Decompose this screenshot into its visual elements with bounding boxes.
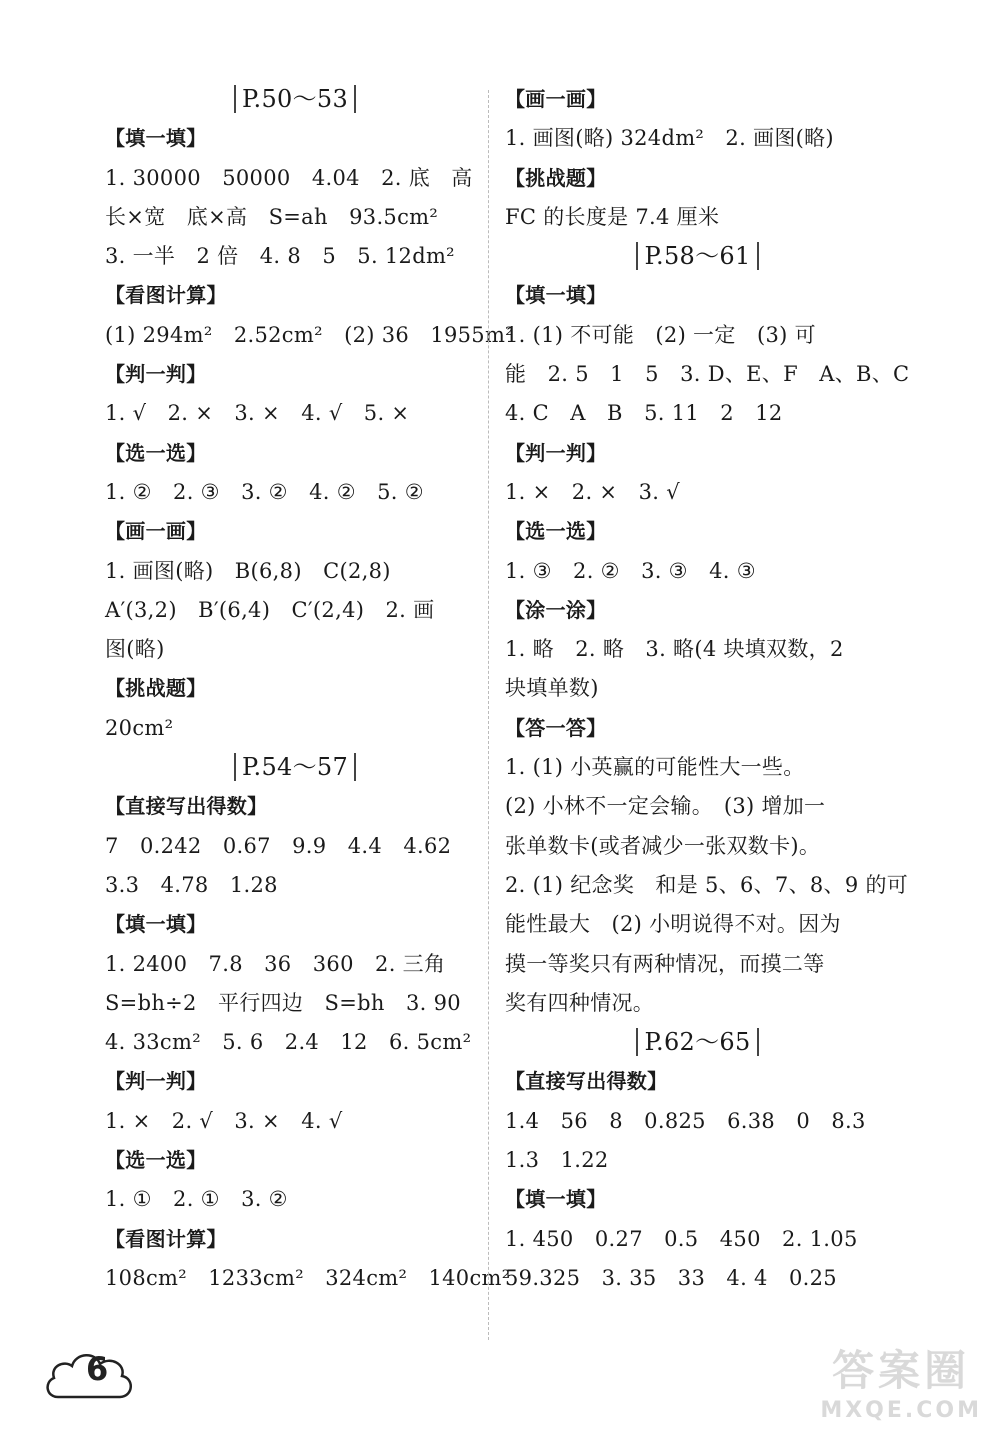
answer-line: 1. ① 2. ① 3. ② — [105, 1187, 288, 1212]
answer-line: 块填单数) — [505, 676, 599, 701]
answer-line: 1. ③ 2. ② 3. ③ 4. ③ — [505, 558, 756, 583]
right-column — [505, 80, 910, 1298]
answer-line: 1. × 2. × 3. √ — [505, 479, 680, 504]
column-divider — [488, 90, 489, 1340]
answer-line: 4. 33cm² 5. 6 2.4 12 6. 5cm² — [105, 1030, 472, 1055]
section-heading: 【选一选】 — [505, 519, 607, 544]
section-heading: 【填一填】 — [505, 283, 607, 308]
answer-line: 1. (1) 不可能 (2) 一定 (3) 可 — [505, 322, 816, 347]
answer-line: 张单数卡(或者减少一张双数卡)。 — [505, 833, 821, 858]
section-heading: 【选一选】 — [105, 1148, 207, 1173]
section-heading: 【涂一涂】 — [505, 597, 607, 622]
answer-line: 1. ② 2. ③ 3. ② 4. ② 5. ② — [105, 479, 424, 504]
page-number-badge — [40, 1342, 140, 1412]
answer-line: S=bh÷2 平行四边 S=bh 3. 90 — [105, 990, 461, 1015]
answer-line: 4. C A B 5. 11 2 12 — [505, 401, 783, 426]
section-heading: 【直接写出得数】 — [505, 1069, 668, 1094]
answer-line: (1) 294m² 2.52cm² (2) 36 1955m² — [105, 322, 514, 347]
left-column — [105, 80, 514, 1298]
answer-line: 108cm² 1233cm² 324cm² 140cm² — [105, 1265, 511, 1290]
answer-line: 1. 略 2. 略 3. 略(4 块填双数，2 — [505, 637, 844, 662]
page-range-label: P.54～57 — [234, 753, 356, 781]
answer-line: 2. (1) 纪念奖 和是 5、6、7、8、9 的可 — [505, 872, 909, 897]
answer-line: 图(略) — [105, 637, 165, 662]
answer-line: 1. 450 0.27 0.5 450 2. 1.05 — [505, 1226, 858, 1251]
section-heading: 【画一画】 — [105, 519, 207, 544]
section-heading: 【填一填】 — [105, 126, 207, 151]
answer-line: 20cm² — [105, 715, 174, 740]
answer-line: 能性最大 (2) 小明说得不对。因为 — [505, 912, 841, 937]
answer-line: FC 的长度是 7.4 厘米 — [505, 204, 720, 229]
answer-line: 7 0.242 0.67 9.9 4.4 4.62 — [105, 833, 452, 858]
answer-line: 1. √ 2. × 3. × 4. √ 5. × — [105, 401, 410, 426]
section-heading: 【直接写出得数】 — [105, 794, 268, 819]
answer-line: 1. × 2. √ 3. × 4. √ — [105, 1108, 343, 1133]
answer-line: 1. 画图(略) B(6,8) C(2,8) — [105, 558, 391, 583]
section-heading: 【填一填】 — [105, 912, 207, 937]
answer-line: 长×宽 底×高 S=ah 93.5cm² — [105, 204, 439, 229]
section-heading: 【判一判】 — [105, 1069, 207, 1094]
answer-line: 奖有四种情况。 — [505, 990, 655, 1015]
answer-line: (2) 小林不一定会输。 (3) 增加一 — [505, 794, 826, 819]
page-range-title — [105, 748, 485, 787]
watermark — [820, 1338, 982, 1423]
page-range-label: P.62～65 — [636, 1028, 758, 1056]
watermark-title: 答案圈 — [832, 1346, 971, 1395]
section-heading: 【挑战题】 — [505, 165, 607, 190]
watermark-url: MXQE.COM — [820, 1398, 982, 1423]
answer-line: 1. 30000 50000 4.04 2. 底 高 — [105, 165, 473, 190]
answer-line: 能 2. 5 1 5 3. D、E、F A、B、C — [505, 362, 910, 387]
answer-line: 1.3 1.22 — [505, 1148, 609, 1173]
section-heading: 【看图计算】 — [105, 1226, 227, 1251]
page-range-label: P.50～53 — [234, 85, 356, 113]
section-heading: 【判一判】 — [105, 362, 207, 387]
section-heading: 【选一选】 — [105, 440, 207, 465]
page-range-label: P.58～61 — [636, 242, 758, 270]
answer-line: A′(3,2) B′(6,4) C′(2,4) 2. 画 — [105, 597, 435, 622]
answer-line: 1. 画图(略) 324dm² 2. 画图(略) — [505, 126, 834, 151]
answer-line: 1. (1) 小英赢的可能性大一些。 — [505, 755, 805, 780]
answer-line: 摸一等奖只有两种情况，而摸二等 — [505, 951, 825, 976]
section-heading: 【填一填】 — [505, 1187, 607, 1212]
answer-line: 3. 一半 2 倍 4. 8 5 5. 12dm² — [105, 244, 455, 269]
page-range-title — [105, 80, 485, 119]
answer-line: 1.4 56 8 0.825 6.38 0 8.3 — [505, 1108, 866, 1133]
section-heading: 【答一答】 — [505, 715, 607, 740]
section-heading: 【挑战题】 — [105, 676, 207, 701]
answer-line: 3.3 4.78 1.28 — [105, 872, 278, 897]
section-heading: 【判一判】 — [505, 440, 607, 465]
answer-line: 59.325 3. 35 33 4. 4 0.25 — [505, 1265, 837, 1290]
section-heading: 【看图计算】 — [105, 283, 227, 308]
page-range-title — [505, 1023, 890, 1062]
section-heading: 【画一画】 — [505, 87, 607, 111]
page-range-title — [505, 237, 890, 276]
answer-line: 1. 2400 7.8 36 360 2. 三角 — [105, 951, 446, 976]
page-number: 6 — [86, 1350, 109, 1388]
